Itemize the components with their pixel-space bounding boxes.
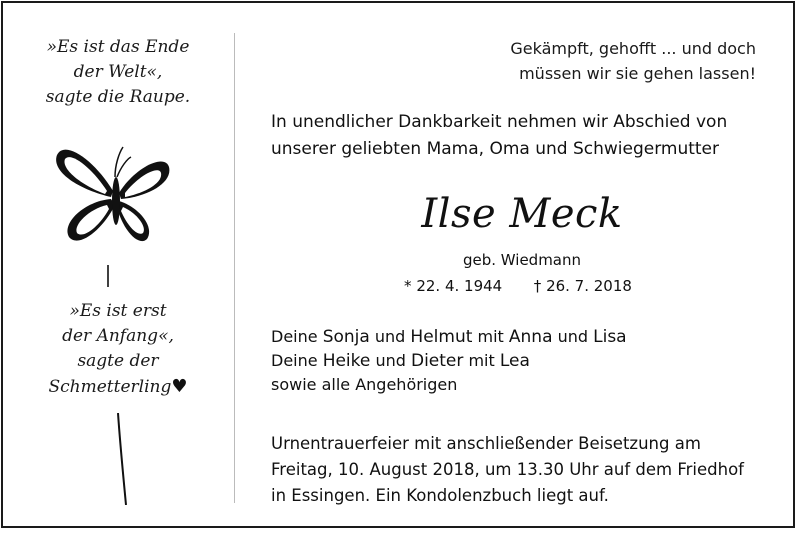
family-line <box>271 325 781 349</box>
family-member-name: Anna <box>508 327 553 347</box>
died-symbol: † <box>533 277 542 295</box>
caterpillar-quote <box>23 35 213 110</box>
quote-line: »Es ist erst <box>69 301 167 321</box>
quote-word: Schmetterling <box>48 377 172 397</box>
family-member-name: Heike <box>322 351 371 371</box>
family-word: und <box>375 351 406 370</box>
motto-line: müssen wir sie gehen lassen! <box>519 64 756 83</box>
service-line: Urnentrauerfeier mit anschließender Beisetzung am <box>271 434 701 453</box>
family-member-name: Lisa <box>593 327 627 347</box>
family-member-name: Dieter <box>410 351 464 371</box>
deceased-name: Ilse Meck <box>421 191 623 237</box>
family-word: und <box>374 327 406 346</box>
family-member-name: Lea <box>499 351 530 371</box>
quote-line: sagte der <box>77 351 159 371</box>
intro-line: In unendlicher Dankbarkeit nehmen wir Abschied von <box>271 112 728 132</box>
intro-text <box>271 109 781 163</box>
motto-line: Gekämpft, gehofft ... und doch <box>510 39 756 58</box>
family-line: sowie alle Angehörigen <box>271 375 458 394</box>
butterfly-quote <box>23 299 213 400</box>
family-word: Deine <box>271 351 318 370</box>
butterfly-icon <box>55 141 173 251</box>
birth-name: geb. Wiedmann <box>462 251 582 269</box>
motto <box>510 36 756 86</box>
family-word: mit <box>477 327 504 346</box>
quote-line: der Anfang«, <box>62 326 174 346</box>
stroke-ornament <box>105 265 111 287</box>
death-date: 26. 7. 2018 <box>546 277 632 295</box>
funeral-service-info <box>271 431 781 509</box>
family-word: mit <box>468 351 495 370</box>
feather-stroke-ornament <box>115 413 129 505</box>
family-word: und <box>557 327 589 346</box>
birth-date: 22. 4. 1944 <box>416 277 503 295</box>
quote-line: sagte die Raupe. <box>45 87 191 107</box>
born-symbol: * <box>404 277 412 295</box>
quote-line <box>23 374 213 400</box>
column-divider <box>234 33 235 503</box>
quote-line: der Welt«, <box>73 62 163 82</box>
service-line: Freitag, 10. August 2018, um 13.30 Uhr auf dem Friedhof <box>271 460 744 479</box>
service-line: in Essingen. Ein Kondolenzbuch liegt auf. <box>271 486 609 505</box>
life-dates <box>333 276 703 296</box>
family-list <box>271 325 781 397</box>
quote-line: »Es ist das Ende <box>46 37 190 57</box>
family-member-name: Helmut <box>410 327 473 347</box>
family-line <box>271 349 781 373</box>
obituary-notice <box>1 1 795 528</box>
intro-line: unserer geliebten Mama, Oma und Schwiegermutter <box>271 139 720 159</box>
heart-icon: ♥ <box>171 376 188 397</box>
family-member-name: Sonja <box>322 327 370 347</box>
family-word: Deine <box>271 327 318 346</box>
